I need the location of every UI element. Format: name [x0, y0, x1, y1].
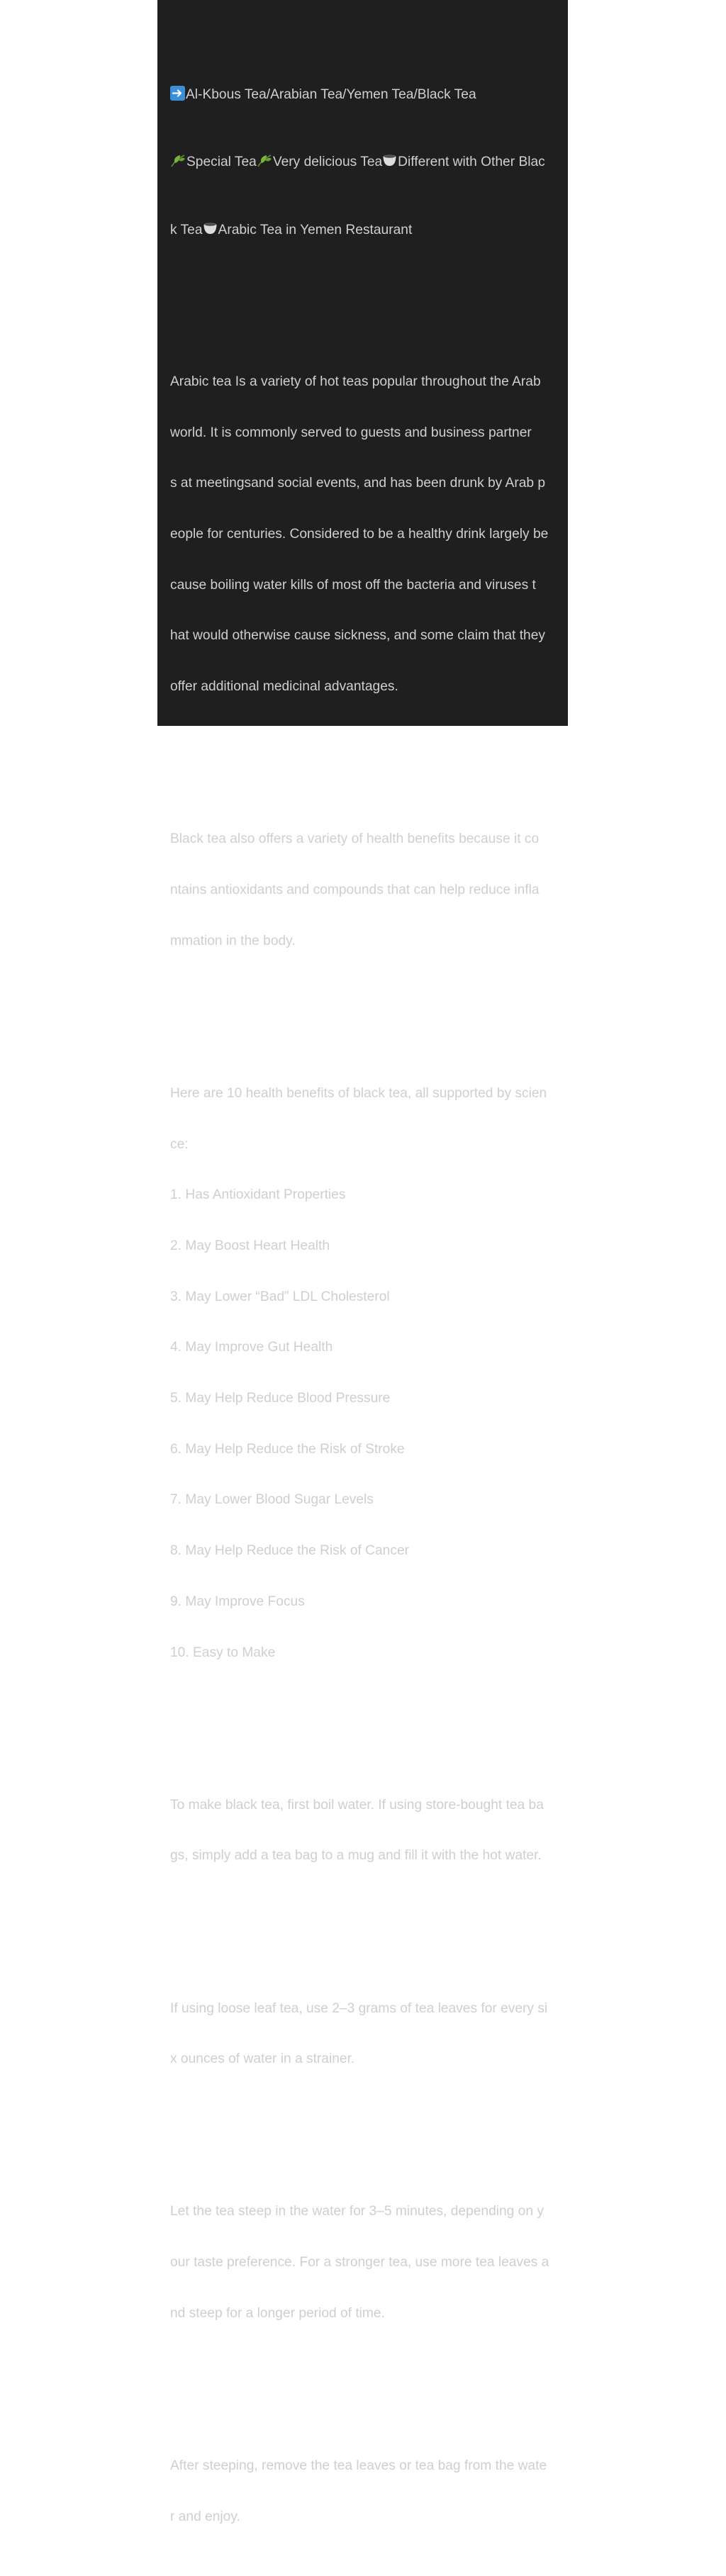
- paragraph-1-line: eople for centuries. Considered to be a healthy drink largely be: [170, 527, 549, 542]
- paragraph-1-line: offer additional medicinal advantages.: [170, 679, 398, 695]
- benefit-list-item: 1. Has Antioxidant Properties: [170, 1187, 346, 1203]
- paragraph-1-line: Arabic tea Is a variety of hot teas popular throughout the Arab: [170, 374, 541, 389]
- benefit-list-item: 5. May Help Reduce Blood Pressure: [170, 1391, 391, 1406]
- paragraph-6-line: our taste preference. For a stronger tea, use more tea leaves a: [170, 2255, 549, 2270]
- heading-delicious: Very delicious Tea: [272, 155, 383, 170]
- benefit-list-item: 4. May Improve Gut Health: [170, 1340, 333, 1355]
- spacer: [170, 1712, 581, 1729]
- paragraph-7-line: After steeping, remove the tea leaves or tea bag from the wate: [170, 2458, 547, 2473]
- benefit-list-item: 6. May Help Reduce the Risk of Stroke: [170, 1441, 405, 1457]
- spacer: [170, 2119, 581, 2136]
- benefit-list-item: 2. May Boost Heart Health: [170, 1238, 330, 1253]
- benefit-list-item: 7. May Lower Blood Sugar Levels: [170, 1492, 374, 1508]
- paragraph-6-line: nd steep for a longer period of time.: [170, 2305, 385, 2321]
- paragraph-2-line: ntains antioxidants and compounds that can help reduce infla: [170, 883, 540, 898]
- benefits-intro-line: Here are 10 health benefits of black tea, all supported by scien: [170, 1085, 547, 1101]
- benefit-list-item: 10. Easy to Make: [170, 1645, 276, 1660]
- tea-cup-icon: [382, 153, 397, 173]
- heading-title: Al-Kbous Tea/Arabian Tea/Yemen Tea/Black Tea: [186, 86, 476, 102]
- paragraph-6-line: Let the tea steep in the water for 3–5 minutes, depending on y: [170, 2204, 544, 2219]
- heading-different: Different with Other Blac: [398, 155, 545, 170]
- heading-arabic-tea: Arabic Tea in Yemen Restaurant: [218, 222, 413, 237]
- paragraph-1-line: s at meetingsand social events, and has been drunk by Arab p: [170, 476, 546, 491]
- paragraph-7-line: r and enjoy.: [170, 2509, 240, 2524]
- paragraph-2-line: mmation in the body.: [170, 933, 296, 948]
- paragraph-1-line: cause boiling water kills of most off the bacteria and viruses t: [170, 577, 536, 593]
- paragraph-5-line: x ounces of water in a strainer.: [170, 2051, 355, 2067]
- spacer: [170, 289, 581, 306]
- heading-line-2: [170, 153, 581, 170]
- heading-black-tea: k Tea: [170, 222, 203, 237]
- right-arrow-icon: [170, 86, 185, 106]
- paragraph-4-line: To make black tea, first boil water. If using store-bought tea ba: [170, 1797, 544, 1813]
- spacer: [170, 1915, 581, 1932]
- benefit-list-item: 8. May Help Reduce the Risk of Cancer: [170, 1543, 409, 1559]
- spacer: [170, 746, 581, 763]
- text-panel: [157, 0, 568, 2524]
- benefit-list-item: 3. May Lower “Bad” LDL Cholesterol: [170, 1289, 390, 1304]
- leaf-icon: [257, 153, 272, 173]
- leaf-icon: [170, 153, 186, 173]
- benefit-list-item: 9. May Improve Focus: [170, 1594, 305, 1609]
- paragraph-4-line: gs, simply add a tea bag to a mug and fill it with the hot water.: [170, 1848, 542, 1864]
- paragraph-2-line: Black tea also offers a variety of health benefits because it co: [170, 831, 540, 847]
- heading-line-3: [170, 221, 581, 238]
- tea-cup-icon: [203, 221, 218, 241]
- paragraph-5-line: If using loose leaf tea, use 2–3 grams of tea leaves for every si: [170, 2000, 548, 2016]
- benefits-intro-line: ce:: [170, 1136, 189, 1152]
- heading-special-tea: Special Tea: [186, 155, 257, 170]
- paragraph-1-line: hat would otherwise cause sickness, and some claim that they: [170, 628, 545, 644]
- spacer: [170, 1000, 581, 1017]
- spacer: [170, 2373, 581, 2390]
- post-content: [170, 18, 581, 2576]
- paragraph-1-line: world. It is commonly served to guests and business partner: [170, 425, 532, 440]
- heading-line-1: [170, 86, 581, 103]
